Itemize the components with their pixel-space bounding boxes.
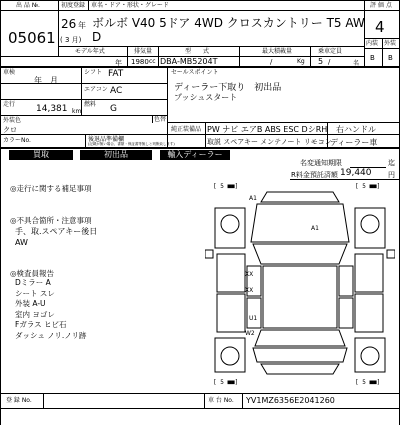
sales-point-label: セールスポイント xyxy=(171,69,219,76)
chassis-label: 車 台 No. xyxy=(208,397,234,404)
wheel-rl xyxy=(221,347,239,365)
lot-label: 出 品 №. xyxy=(16,2,40,9)
mark-w2: W2 xyxy=(245,330,255,337)
eval-score: 4 xyxy=(375,18,385,36)
inspector-line: シート スレ xyxy=(15,288,55,298)
inspector-lines xyxy=(15,278,87,341)
mark-xx-2: XX xyxy=(245,287,254,294)
equip-value: PW ナビ エアB ABS ESC DシRH xyxy=(207,125,328,134)
load-label: 最大積載量 xyxy=(262,48,293,55)
left-border xyxy=(0,0,1,425)
car-name-line1: ボルボ V40 5ドア 4WD クロスカントリー T5 AW xyxy=(92,16,365,30)
recycle-label: R料金預託済額 xyxy=(291,171,338,179)
left-rear-fender xyxy=(215,338,245,372)
inspector-line: 外装 A-U xyxy=(15,299,46,308)
type-label: 型 式 xyxy=(185,48,210,55)
reg-month: ( 3 月) xyxy=(60,36,82,44)
color-change-label: 色替 xyxy=(154,116,167,123)
mark-a1-front: A1 xyxy=(249,195,257,202)
displacement-unit: cc xyxy=(149,58,156,65)
supp-title: ◎走行に関する補足事項 xyxy=(10,184,92,193)
type-value: DBA-MB5204T xyxy=(160,57,218,66)
capacity-label: 乗車定員 xyxy=(318,48,343,55)
mileage-unit: km xyxy=(72,108,82,115)
windshield xyxy=(253,244,347,264)
roof xyxy=(263,266,337,328)
right-rear-inner xyxy=(339,298,353,328)
inspector-line: ダッシュ ノリ.ノリ跡 xyxy=(15,330,87,340)
right-mirror xyxy=(387,250,395,258)
left-rear-inner xyxy=(247,298,261,328)
car-name-line2: D xyxy=(92,30,102,44)
left-mirror xyxy=(205,250,213,258)
displacement-label: 排気量 xyxy=(134,48,153,55)
ext-color-label: 外装色 xyxy=(3,117,22,124)
wheel-fl xyxy=(221,215,239,233)
inspection-label: 車検 xyxy=(3,69,16,76)
exterior-label: 外装 xyxy=(384,40,397,47)
mark-a1-hood: A1 xyxy=(311,225,319,232)
period-label: 名変通知期限 xyxy=(300,159,342,167)
ac-value: AC xyxy=(110,86,123,96)
dealer-value: ディーラー車 xyxy=(330,138,378,147)
right-front-fender xyxy=(355,208,385,248)
reg-year: 26 xyxy=(61,17,77,31)
color-no-label: カラーNo. xyxy=(3,137,31,144)
chassis-value: YV1MZ6356E2041260 xyxy=(246,396,335,405)
tire-label-rl: [ 5 ■■] xyxy=(213,379,239,386)
ext-color-value: クロ xyxy=(3,126,17,134)
defect-title: ◎不具合箇所・注意事項 xyxy=(10,216,92,225)
fuel-value: G xyxy=(110,104,117,114)
interior-grade: B xyxy=(370,54,375,62)
fuel-label: 燃料 xyxy=(84,101,97,108)
capacity-value: 5 xyxy=(318,57,324,66)
ac-label: エアコン xyxy=(84,86,108,93)
right-door-inner xyxy=(339,266,353,296)
shift-label: シフト xyxy=(84,69,103,76)
score-label: 評 価 点 xyxy=(370,2,392,9)
right-rear-fender xyxy=(355,338,385,372)
shift-value: FAT xyxy=(108,69,124,79)
cert-sub: (記載が無い場合、書類・保証書等無しと判断致します) xyxy=(88,142,175,146)
capacity-sep: / xyxy=(328,58,331,66)
right-rear-door xyxy=(355,294,383,332)
displacement-value: 1980 xyxy=(131,58,149,66)
model-year-unit: 年 xyxy=(115,59,122,67)
top-border xyxy=(0,0,400,1)
reg-no-label: 登 録 No. xyxy=(6,397,32,404)
load-unit: Kg xyxy=(297,58,305,65)
inspection-value: 年 月 xyxy=(34,76,58,85)
tire-label-fl: [ 5 ■■] xyxy=(213,183,239,190)
defect-line2: AW xyxy=(15,238,28,247)
model-year-label: モデル年式 xyxy=(75,48,105,55)
front-bumper xyxy=(261,192,339,202)
interior-label: 内装 xyxy=(366,40,379,47)
first-listing-badge: 初出品 xyxy=(80,150,152,160)
period-unit: 迄 xyxy=(388,159,395,167)
name-label: 車名・ドア・形状・グレード xyxy=(91,2,169,9)
inspector-line: 室内 ヨゴレ xyxy=(15,309,55,319)
left-front-door xyxy=(217,254,245,292)
handle-value: 右ハンドル xyxy=(336,125,376,134)
damage-diagram xyxy=(205,178,395,388)
first-reg-label: 初度登録 xyxy=(61,2,86,9)
left-rear-door xyxy=(217,294,245,332)
right-front-door xyxy=(355,254,383,292)
tire-label-rr: [ 5 ■■] xyxy=(355,379,381,386)
mileage-label: 走行 xyxy=(3,101,16,108)
manual-items: 取説 スペアキー メンテノート リモコン xyxy=(207,138,332,146)
cert-label: 後退品準備欄 xyxy=(88,136,125,143)
inspector-title: ◎検査員報告 xyxy=(10,269,55,278)
mileage-value: 14,381 xyxy=(36,104,68,114)
sales-point-line1: ディーラー下取り 初出品 xyxy=(174,83,282,93)
rear-window xyxy=(255,330,345,346)
trunk xyxy=(253,348,347,362)
capacity-unit: 名 xyxy=(353,60,360,67)
sales-point-line2: プッシュスタート xyxy=(174,93,238,102)
reg-year-unit: 年 xyxy=(78,21,86,30)
inspector-line: Fガラス ヒビ石 xyxy=(15,320,67,329)
mark-xx-1: XX xyxy=(245,271,254,278)
inspector-line: Dミラー A xyxy=(15,278,51,287)
load-sep: / xyxy=(270,58,273,66)
exterior-grade: B xyxy=(388,54,393,62)
recycle-value: 19,440 xyxy=(340,168,372,178)
import-dealer-badge: 輸入ディーラー xyxy=(160,150,230,160)
tire-label-fr: [ 5 ■■] xyxy=(355,183,381,190)
hood xyxy=(251,204,349,242)
rear-bumper xyxy=(261,364,339,374)
equip-label: 純正装備品 xyxy=(171,126,202,133)
wheel-fr xyxy=(361,215,379,233)
buy-badge: 買取 xyxy=(9,150,73,160)
lot-number: 05061 xyxy=(8,29,56,47)
recycle-unit: 円 xyxy=(388,171,395,179)
left-front-fender xyxy=(215,208,245,248)
defect-line1: 手、取.スペアキー後日 xyxy=(15,227,98,236)
mark-u1: U1 xyxy=(249,315,258,322)
wheel-rr xyxy=(361,347,379,365)
